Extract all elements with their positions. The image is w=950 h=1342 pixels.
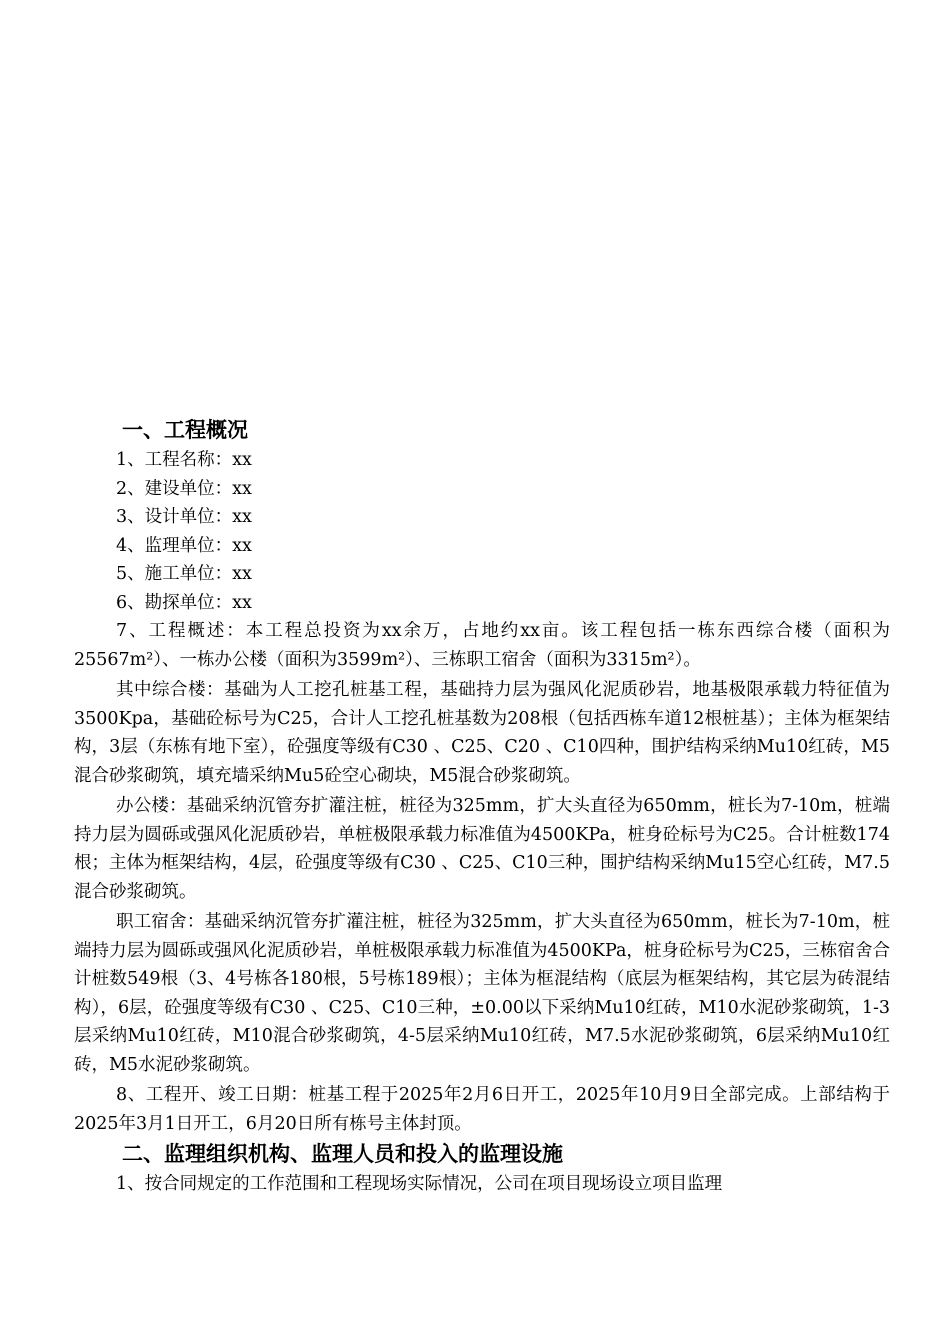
paragraph-office-building: 办公楼：基础采纳沉管夯扩灌注桩，桩径为325mm，扩大头直径为650mm，桩长为7-10m，桩端持力层为圆砾或强风化泥质砂岩，单桩极限承载力标准值为4500KPa，桩身砼标号为C25。合计桩数174根；主体为框架结构，4层，砼强度等级有C30 、C25、C10三种，围护结构采纳Mu15空心红砖，M7.5混合砂浆砌筑。	[74, 796, 890, 902]
item-project-name: 1、工程名称：xx	[116, 450, 252, 470]
paragraph-staff-dormitory: 职工宿舍：基础采纳沉管夯扩灌注桩，桩径为325mm，扩大头直径为650mm，桩长为7-10m，桩端持力层为圆砾或强风化泥质砂岩，单桩极限承载力标准值为4500KPa，桩身砼标号为C25，三栋宿舍合计桩数549根（3、4号栋各180根，5号栋189根）；主体为框混结构（底层为框架结构，其它层为砖混结构），6层，砼强度等级有C30 、C25、C10三种，±0.00以下采纳Mu10红砖，M10水泥砂浆砌筑，1-3层采纳Mu10红砖，M10混合砂浆砌筑，4-5层采纳Mu10红砖，M7.5水泥砂浆砌筑，6层采纳Mu10红砖，M5水泥砂浆砌筑。	[74, 912, 890, 1075]
item-designer: 3、设计单位：xx	[116, 507, 252, 527]
paragraph-project-summary: 7、工程概述：本工程总投资为xx余万，占地约xx亩。该工程包括一栋东西综合楼（面积为25567m²）、一栋办公楼（面积为3599m²）、三栋职工宿舍（面积为3315m²）。	[74, 621, 890, 670]
paragraph-organization-intro: 1、按合同规定的工作范围和工程现场实际情况，公司在项目现场设立项目监理	[116, 1174, 723, 1194]
item-supervisor: 4、监理单位：xx	[116, 535, 252, 556]
paragraph-complex-building: 其中综合楼：基础为人工挖孔桩基工程，基础持力层为强风化泥质砂岩，地基极限承载力特征值为3500Kpa，基础砼标号为C25，合计人工挖孔桩基数为208根（包括西栋车道12根桩基）；主体为框架结构，3层（东栋有地下室），砼强度等级有C30 、C25、C20 、C10四种，围护结构采纳Mu10红砖，M5混合砂浆砌筑，填充墙采纳Mu5砼空心砌块，M5混合砂浆砌筑。	[74, 680, 890, 786]
paragraph-schedule: 8、工程开、竣工日期：桩基工程于2025年2月6日开工，2025年10月9日全部完成。上部结构于2025年3月1日开工，6月20日所有栋号主体封顶。	[74, 1085, 890, 1134]
section-heading-organization: 二、监理组织机构、监理人员和投入的监理设施	[122, 1142, 563, 1166]
item-client: 2、建设单位：xx	[116, 478, 252, 499]
item-contractor: 5、施工单位：xx	[116, 564, 252, 584]
section-heading-overview: 一、工程概况	[122, 418, 248, 442]
item-survey: 6、勘探单位：xx	[116, 592, 252, 613]
document-body	[74, 414, 890, 1199]
